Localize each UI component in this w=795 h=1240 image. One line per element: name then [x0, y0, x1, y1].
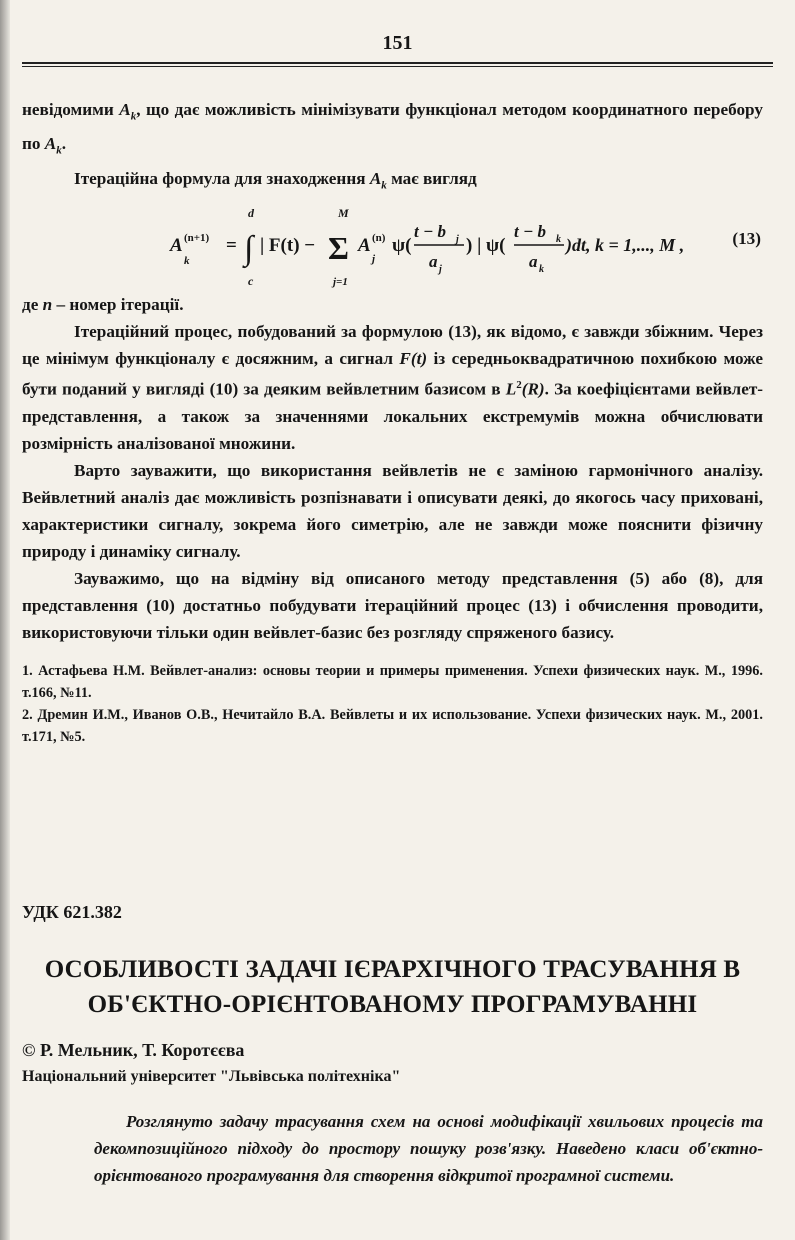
- main-text: [22, 96, 763, 748]
- reference-1: 1. Астафьева Н.М. Вейвлет-анализ: основы теории и примеры применения. Успехи физических наук. М., 1996. т.166, №11.: [22, 663, 763, 702]
- formula-frac1-num-sub: j: [456, 234, 459, 246]
- header-rule: [22, 62, 773, 64]
- formula-frac2-num: t − b: [514, 222, 547, 242]
- formula-sum-upper: M: [338, 206, 349, 221]
- formula-lhs-sub: k: [184, 255, 190, 268]
- references: [22, 660, 763, 748]
- article-title: [22, 952, 763, 1022]
- formula-int-upper: d: [248, 206, 254, 221]
- paragraph-4: Ітераційний процес, побудований за формулою (13), як відомо, є завжди збіжним. Через це мінімум функціоналу є досяжним, а сигнал F(t) із середньоквадратичною похибкою може бути поданий у вигляді (10) за деяким вейвлетним базисом в $L^2(R)$. За коефіцієнтами вейвлет-представлення, а також за значеннями локальних екстремумів можна обчислювати розмірність аналізованої множини.: [22, 322, 763, 454]
- formula-term: A: [358, 235, 371, 257]
- formula-frac2-den-sub: k: [539, 264, 544, 276]
- article-title-line-2: ОБ'ЄКТНО-ОРІЄНТОВАНОМУ ПРОГРАМУВАННІ: [87, 991, 698, 1018]
- page-number: 151: [382, 32, 413, 54]
- paragraph-2: Ітераційна формула для знаходження $A_k$ має вигляд: [74, 168, 477, 192]
- header-rule-thin: [22, 66, 773, 67]
- formula-term-sub: j: [372, 253, 376, 266]
- formula-frac2-num-sub: k: [556, 234, 561, 246]
- formula-integrand: | F(t) −: [260, 235, 316, 257]
- paragraph-1: невідомими $A_k$, що дає можливість мінімізувати функціонал методом координатного перебору по $A_k$.: [22, 100, 763, 157]
- formula-int-lower: c: [248, 274, 254, 289]
- formula-number: (13): [732, 229, 761, 249]
- page-edge-shadow: [0, 0, 10, 1240]
- formula-13: [22, 199, 763, 291]
- formula-svg: [152, 201, 685, 291]
- formula-frac2-den: a: [529, 252, 538, 272]
- page-header: [22, 28, 773, 62]
- article-authors: © Р. Мельник, Т. Коротєєва: [22, 1040, 245, 1060]
- formula-sum-lower: j=1: [333, 276, 348, 289]
- formula-frac1-den: a: [429, 252, 438, 272]
- sum-sign-icon: Σ: [328, 230, 349, 267]
- article-abstract: Розглянуто задачу трасування схем на основі модифікації хвильових процесів та декомпозиційного підходу до простору пошуку розв'язку. Наведено класи об'єктно-орієнтованого програмування для створення відкритої програмної системи.: [94, 1112, 763, 1185]
- formula-lhs-sup: (n+1): [184, 232, 210, 245]
- udc-code: УДК 621.382: [22, 902, 122, 922]
- formula-mid: ) | ψ(: [466, 235, 506, 257]
- paragraph-3: де n – номер ітерації.: [22, 295, 184, 315]
- reference-2: 2. Дремин И.М., Иванов О.В., Нечитайло В.А. Вейвлеты и их использование. Успехи физических наук. М., 2001. т.171, №5.: [22, 707, 763, 746]
- article-affiliation: Національний університет "Львівська політехніка": [22, 1068, 401, 1085]
- formula-frac1-num: t − b: [414, 222, 447, 242]
- formula-tail: )dt, k = 1,..., M ,: [566, 235, 685, 256]
- paragraph-6: Зауважимо, що на відміну від описаного методу представлення (5) або (8), для представлення (10) достатньо побудувати ітераційний процес (13) і обчислення проводити, використовуючи тільки один вейвлет-базис без розгляду спряженого базису.: [22, 569, 763, 643]
- paragraph-5: Варто зауважити, що використання вейвлетів не є заміною гармонічного аналізу. Вейвлетний аналіз дає можливість розпізнавати і описувати деякі, до якогось часу приховані, характеристики сигналу, зокрема його симетрію, але не завжди може пояснити фізичну природу і динаміку сигналу.: [22, 461, 763, 562]
- formula-lhs: A: [170, 235, 183, 257]
- formula-eq: =: [226, 235, 237, 257]
- formula-term-sup: (n): [372, 232, 386, 245]
- formula-psi1: ψ(: [392, 235, 412, 257]
- article-title-line-1: ОСОБЛИВОСТІ ЗАДАЧІ ІЄРАРХІЧНОГО ТРАСУВАННЯ В: [44, 956, 741, 983]
- integral-sign-icon: ∫: [244, 230, 254, 268]
- formula-frac1-den-sub: j: [439, 264, 442, 276]
